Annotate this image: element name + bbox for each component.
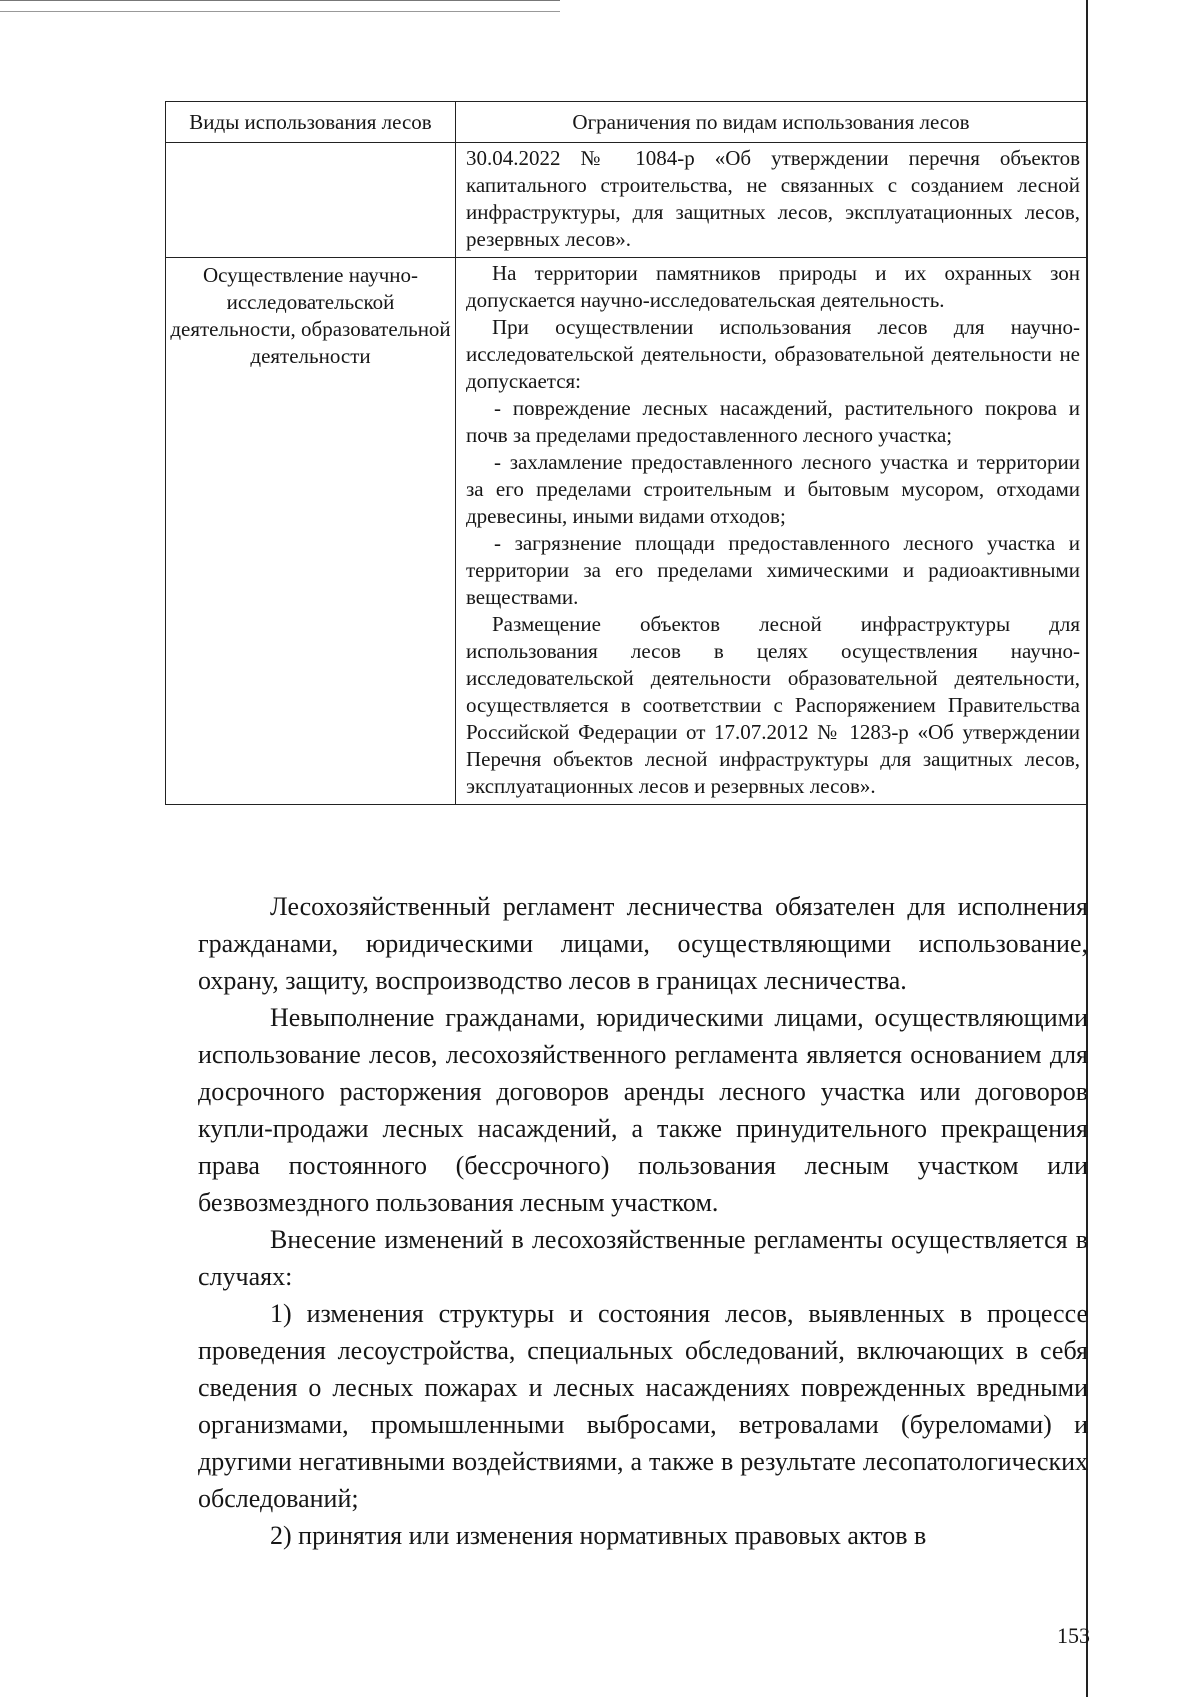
table-cell-use-type xyxy=(166,143,456,258)
table-row xyxy=(166,258,1087,805)
body-paragraph: 1) изменения структуры и состояния лесов, выявленных в процессе проведения лесоустройства, специальных обследований, включающих в себя сведения о лесных пожарах и лесных насаждениях поврежденных вредными организмами, промышленными выбросами, ветровалами (буреломами) и другими негативными воздействиями, а также в результате лесопатологических обследований; xyxy=(198,1299,1088,1513)
cell-list-item: - захламление предоставленного лесного участка и территории за его пределами строительным и бытовым мусором, отходами древесины, иными видами отходов; xyxy=(466,450,1080,528)
document-body xyxy=(198,888,1088,1554)
table-cell-restrictions xyxy=(456,258,1087,805)
table-header-row xyxy=(166,102,1087,143)
cell-paragraph: 30.04.2022 № 1084-р «Об утверждении перечня объектов капитального строительства, не связанных с созданием лесной инфраструктуры, для защитных лесов, эксплуатационных лесов, резервных лесов». xyxy=(466,146,1080,251)
scan-edge-line xyxy=(0,11,560,12)
body-paragraph: Внесение изменений в лесохозяйственные регламенты осуществляется в случаях: xyxy=(198,1225,1088,1291)
forest-use-restrictions-table xyxy=(165,101,1087,805)
page-number: 153 xyxy=(1057,1623,1090,1648)
table-cell-restrictions xyxy=(456,143,1087,258)
body-paragraph: Лесохозяйственный регламент лесничества обязателен для исполнения гражданами, юридическими лицами, осуществляющими использование, охрану, защиту, воспроизводство лесов в границах лесничества. xyxy=(198,892,1088,995)
cell-list-item: - повреждение лесных насаждений, растительного покрова и почв за пределами предоставленного лесного участка; xyxy=(466,396,1080,447)
body-paragraph: Невыполнение гражданами, юридическими лицами, осуществляющими использование лесов, лесохозяйственного регламента является основанием для досрочного расторжения договоров аренды лесного участка или договоров купли-продажи лесных насаждений, а также принудительного прекращения права постоянного (бессрочного) пользования лесным участком или безвозмездного пользования лесным участком. xyxy=(198,1003,1088,1217)
cell-paragraph: На территории памятников природы и их охранных зон допускается научно-исследовательская деятельность. xyxy=(466,261,1080,312)
table-header-cell: Ограничения по видам использования лесов xyxy=(456,102,1087,143)
cell-paragraph: При осуществлении использования лесов для научно-исследовательской деятельности, образовательной деятельности не допускается: xyxy=(466,315,1080,393)
table-cell-use-type: Осуществление научно-исследовательской деятельности, образовательной деятельности xyxy=(166,258,456,805)
scan-edge-line xyxy=(0,0,560,1)
table-header-cell: Виды использования лесов xyxy=(166,102,456,143)
body-paragraph: 2) принятия или изменения нормативных правовых актов в xyxy=(270,1521,927,1550)
cell-paragraph: Размещение объектов лесной инфраструктуры для использования лесов в целях осуществления научно-исследовательской деятельности образовательной деятельности, осуществляется в соответствии с Распоряжением Правительства Российской Федерации от 17.07.2012 № 1283-р «Об утверждении Перечня объектов лесной инфраструктуры для защитных лесов, эксплуатационных лесов и резервных лесов». xyxy=(466,612,1080,798)
table-row xyxy=(166,143,1087,258)
cell-list-item: - загрязнение площади предоставленного лесного участка и территории за его пределами химическими и радиоактивными веществами. xyxy=(466,531,1080,609)
